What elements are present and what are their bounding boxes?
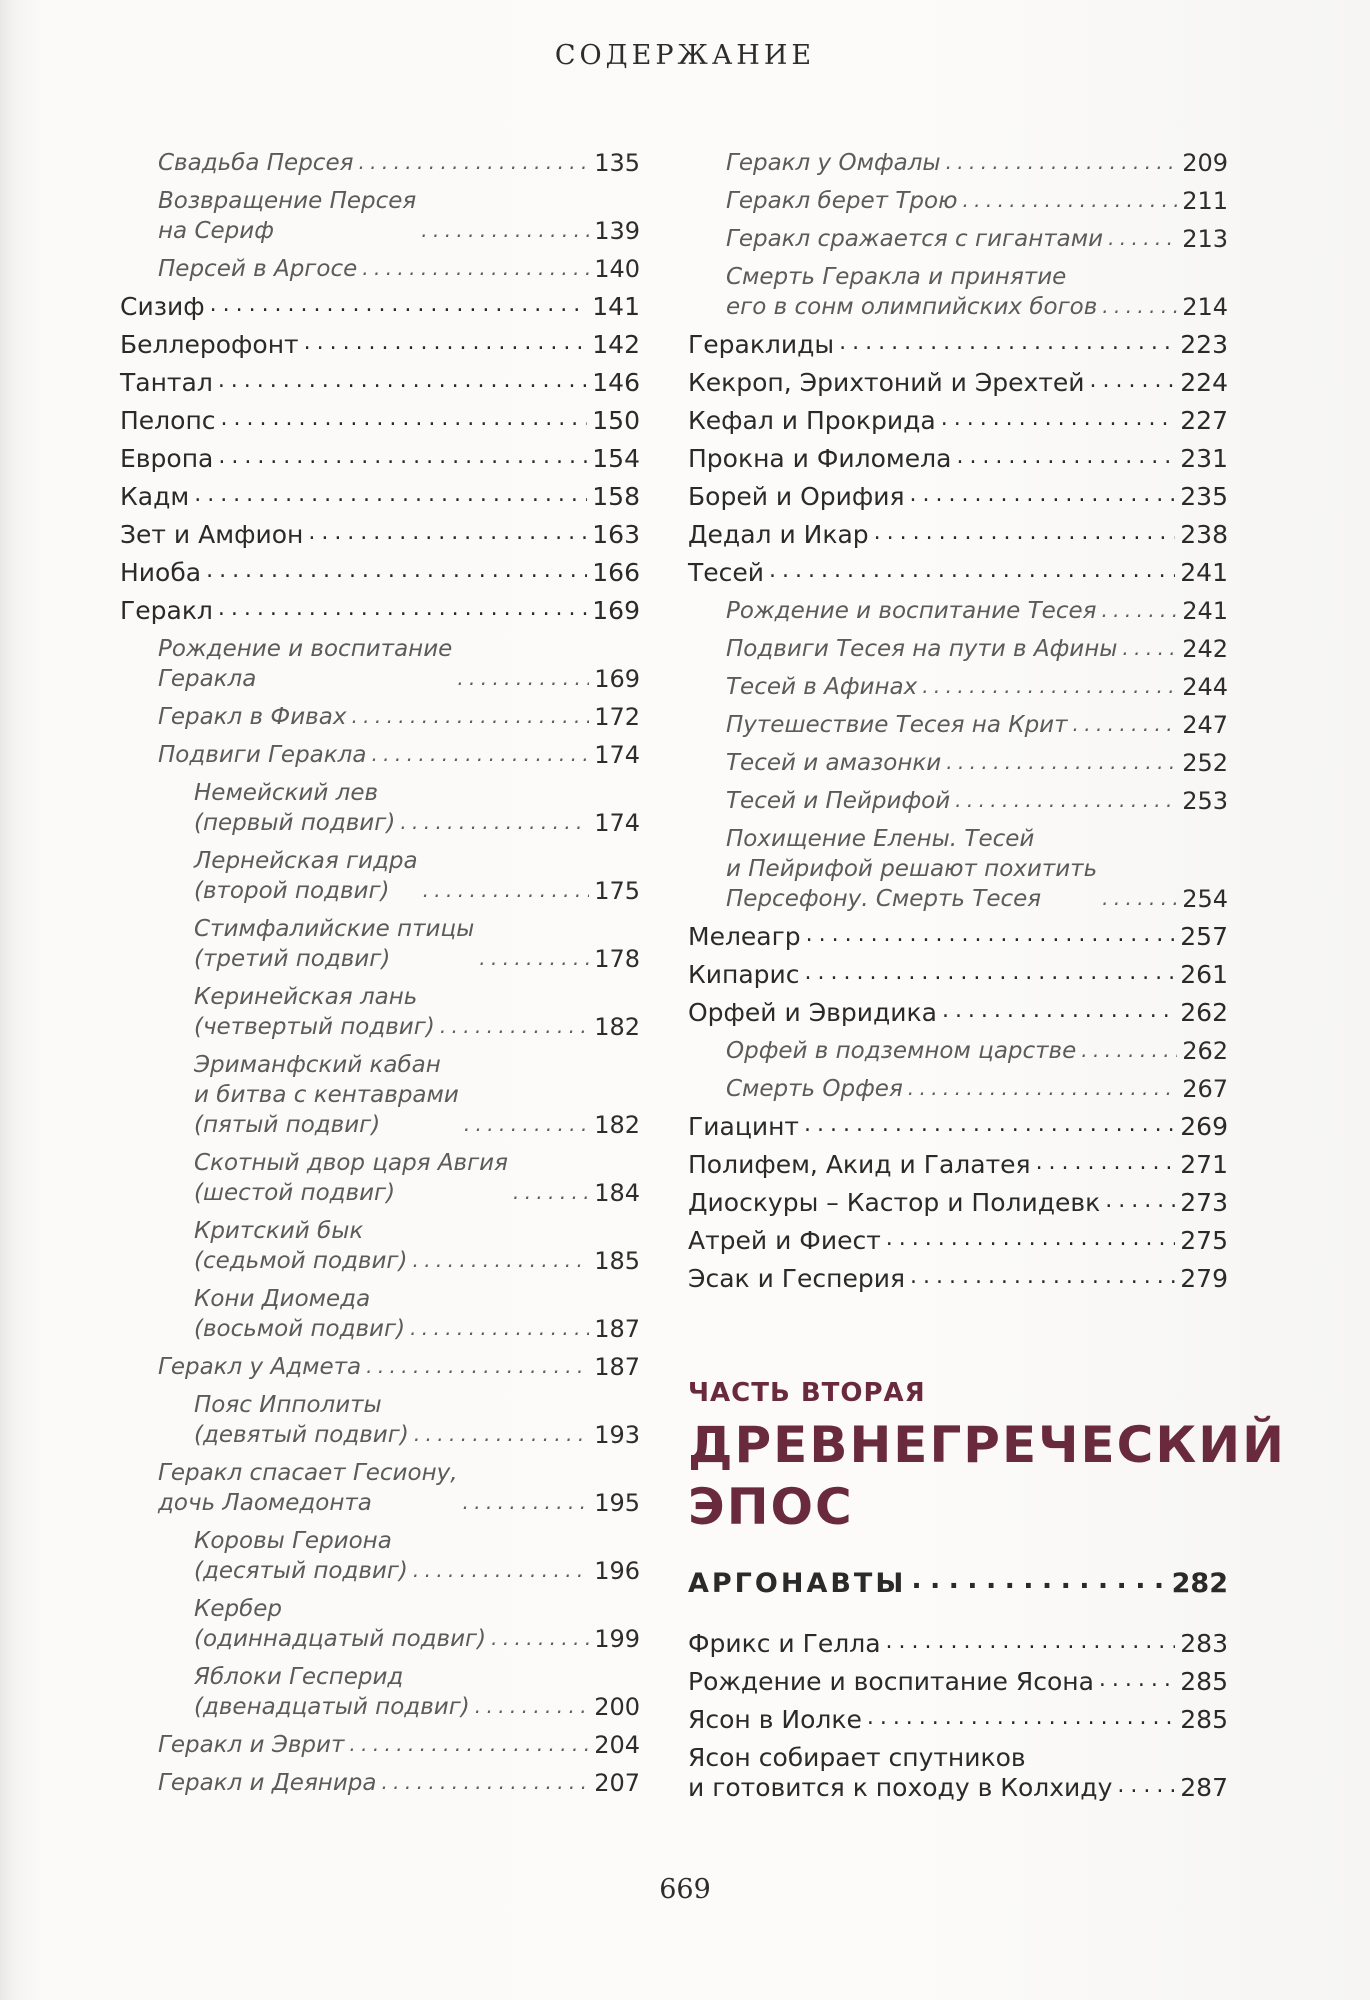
- toc-entry-page: 169: [592, 596, 640, 625]
- toc-entry-title: Коровы Гериона (десятый подвиг): [194, 1528, 408, 1584]
- toc-entry-page: 140: [594, 255, 640, 283]
- dot-leader: [1090, 370, 1176, 392]
- toc-entry-title: Геракл берет Трою: [726, 188, 958, 214]
- dot-leader: [806, 924, 1176, 946]
- toc-entry: [120, 1458, 640, 1518]
- toc-entry-page: 227: [1180, 406, 1228, 435]
- toc-entry-title: Рождение и воспитание Тесея: [726, 598, 1097, 624]
- toc-entry-title: Кербер (одиннадцатый подвиг): [194, 1596, 487, 1652]
- toc-entry-title: Эриманфский кабан и битва с кентаврами (пятый подвиг): [194, 1052, 459, 1138]
- toc-entry-title: Мелеагр: [688, 922, 801, 951]
- dot-leader: [400, 812, 589, 832]
- dot-leader: [358, 152, 589, 172]
- toc-entry-page: 200: [594, 1693, 640, 1721]
- toc-entry-page: 169: [594, 665, 640, 693]
- toc-entry: [120, 1662, 640, 1722]
- dot-leader: [1102, 296, 1177, 316]
- toc-entry-title: Ясон собирает спутников и готовится к походу в Колхиду: [688, 1743, 1113, 1802]
- dot-leader: [942, 1000, 1175, 1022]
- toc-entry: [688, 672, 1228, 702]
- toc-entry: [688, 1188, 1228, 1218]
- toc-entry-title: Гиацинт: [688, 1112, 799, 1141]
- toc-entry: [688, 520, 1228, 550]
- dot-leader: [463, 1492, 590, 1512]
- toc-right-column: [688, 148, 1228, 1302]
- toc-entry-title: Геракл и Деянира: [158, 1770, 377, 1796]
- dot-leader: [1036, 1152, 1176, 1174]
- toc-entry: [120, 368, 640, 398]
- toc-entry-title: Путешествие Тесея на Крит: [726, 712, 1068, 738]
- toc-entry: [688, 748, 1228, 778]
- toc-entry: [688, 1226, 1228, 1256]
- toc-entry-page: 231: [1180, 444, 1228, 473]
- toc-entry-title: Возвращение Персея на Сериф: [158, 188, 417, 244]
- toc-entry: [120, 186, 640, 246]
- dot-leader: [804, 1114, 1175, 1136]
- dot-leader: [218, 446, 587, 468]
- toc-entry: [688, 1264, 1228, 1294]
- toc-entry-page: 174: [594, 809, 640, 837]
- toc-entry-title: Кадм: [120, 482, 190, 511]
- toc-entry-page: 247: [1182, 711, 1228, 739]
- toc-entry-title: Ясон в Иолке: [688, 1705, 862, 1734]
- toc-entry-page: 223: [1180, 330, 1228, 359]
- toc-entry-title: Рождение и воспитание Геракла: [158, 636, 453, 692]
- toc-entry: [688, 1112, 1228, 1142]
- dot-leader: [421, 220, 589, 240]
- toc-entry: [120, 254, 640, 284]
- toc-entry: [688, 406, 1228, 436]
- dot-leader: [410, 1318, 589, 1338]
- toc-entry-page: 273: [1180, 1188, 1228, 1217]
- dot-leader: [221, 408, 588, 430]
- toc-entry-page: 146: [592, 368, 640, 397]
- toc-entry-page: 242: [1182, 635, 1228, 663]
- toc-entry: [120, 292, 640, 322]
- dot-leader: [1122, 638, 1177, 658]
- page-number: 669: [659, 1874, 711, 1905]
- toc-entry-page: 174: [594, 741, 640, 769]
- dot-leader: [206, 560, 587, 582]
- toc-entry: [120, 444, 640, 474]
- toc-entry-page: 187: [594, 1353, 640, 1381]
- toc-entry: [120, 1284, 640, 1344]
- toc-entry-title: Кони Диомеда (восьмой подвиг): [194, 1286, 406, 1342]
- toc-entry: [688, 1667, 1228, 1697]
- toc-entry-page: 282: [1171, 1568, 1228, 1599]
- dot-leader: [910, 484, 1176, 506]
- toc-entry-title: Атрей и Фиест: [688, 1226, 881, 1255]
- toc-entry-page: 214: [1182, 293, 1228, 321]
- toc-entry-page: 285: [1180, 1705, 1228, 1734]
- toc-entry-title: Борей и Орифия: [688, 482, 905, 511]
- toc-entry: [688, 960, 1228, 990]
- toc-entry-page: 235: [1180, 482, 1228, 511]
- toc-entry: [688, 1036, 1228, 1066]
- toc-entry-page: 185: [594, 1247, 640, 1275]
- toc-entry-page: 244: [1182, 673, 1228, 701]
- dot-leader: [886, 1631, 1176, 1653]
- toc-entry-page: 163: [592, 520, 640, 549]
- part-label: ЧАСТЬ ВТОРАЯ: [688, 1378, 926, 1408]
- toc-entry: [688, 330, 1228, 360]
- toc-entry: [688, 1629, 1228, 1659]
- toc-entry-page: 241: [1182, 597, 1228, 625]
- toc-entry-title: Критский бык (седьмой подвиг): [194, 1218, 408, 1274]
- toc-entry-title: Полифем, Акид и Галатея: [688, 1150, 1031, 1179]
- toc-entry: [688, 824, 1228, 914]
- toc-entry-title: Смерть Орфея: [726, 1076, 903, 1102]
- toc-entry-page: 135: [594, 149, 640, 177]
- toc-entry-title: Орфей и Эвридика: [688, 998, 937, 1027]
- toc-entry-title: Немейский лев (первый подвиг): [194, 780, 396, 836]
- toc-entry-title: Кипарис: [688, 960, 800, 989]
- toc-entry-title: Яблоки Гесперид (двенадцатый подвиг): [194, 1664, 470, 1720]
- page-header: СОДЕРЖАНИЕ: [554, 40, 816, 71]
- toc-entry: [688, 634, 1228, 664]
- toc-entry-title: Орфей в подземном царстве: [726, 1038, 1077, 1064]
- dot-leader: [956, 446, 1175, 468]
- toc-entry-title: Геракл и Эврит: [158, 1732, 345, 1758]
- toc-entry: [688, 998, 1228, 1028]
- dot-leader: [1081, 1040, 1177, 1060]
- toc-entry-page: 271: [1180, 1150, 1228, 1179]
- toc-entry: [120, 1390, 640, 1450]
- dot-leader: [1073, 714, 1178, 734]
- toc-entry-page: 141: [592, 292, 640, 321]
- dot-leader: [955, 790, 1177, 810]
- toc-entry: [688, 482, 1228, 512]
- toc-entry: [688, 368, 1228, 398]
- toc-entry: [120, 740, 640, 770]
- dot-leader: [479, 948, 589, 968]
- toc-entry-title: Кекроп, Эрихтоний и Эрехтей: [688, 368, 1085, 397]
- toc-entry-page: 154: [592, 444, 640, 473]
- dot-leader: [839, 332, 1175, 354]
- part-title: ДРЕВНЕГРЕЧЕСКИЙ ЭПОС: [688, 1416, 1286, 1536]
- toc-entry-page: 207: [594, 1769, 640, 1797]
- toc-entry-page: 253: [1182, 787, 1228, 815]
- dot-leader: [1101, 600, 1177, 620]
- dot-leader: [412, 1250, 589, 1270]
- toc-entry-title: Европа: [120, 444, 214, 473]
- toc-entry-title: АРГОНАВТЫ: [688, 1568, 907, 1599]
- toc-entry-page: 193: [594, 1421, 640, 1449]
- toc-entry: [120, 1730, 640, 1760]
- toc-entry: [688, 1743, 1228, 1803]
- dot-leader: [946, 152, 1178, 172]
- toc-entry-title: Стимфалийские птицы (третий подвиг): [194, 916, 475, 972]
- toc-entry-page: 287: [1180, 1773, 1228, 1802]
- toc-entry-title: Ниоба: [120, 558, 202, 587]
- dot-leader: [922, 676, 1177, 696]
- toc-entry-page: 172: [594, 703, 640, 731]
- toc-entry-page: 275: [1180, 1226, 1228, 1255]
- dot-leader: [381, 1772, 589, 1792]
- dot-leader: [464, 1114, 589, 1134]
- toc-entry: [120, 778, 640, 838]
- dot-leader: [366, 1356, 589, 1376]
- toc-entry-page: 224: [1180, 368, 1228, 397]
- toc-entry: [688, 596, 1228, 626]
- dot-leader: [941, 408, 1176, 430]
- dot-leader: [194, 484, 587, 506]
- toc-entry-title: Тесей и Пейрифой: [726, 788, 951, 814]
- toc-entry-title: Персей в Аргосе: [158, 256, 358, 282]
- toc-entry: [688, 558, 1228, 588]
- toc-entry-title: Геракл сражается с гигантами: [726, 226, 1104, 252]
- toc-entry: [688, 710, 1228, 740]
- toc-entry-title: Тесей в Афинах: [726, 674, 918, 700]
- toc-entry-title: Геракл у Омфалы: [726, 150, 941, 176]
- toc-entry-title: Скотный двор царя Авгия (шестой подвиг): [194, 1150, 508, 1206]
- toc-entry: [688, 262, 1228, 322]
- dot-leader: [946, 752, 1177, 772]
- toc-entry-title: Керинейская лань (четвертый подвиг): [194, 984, 435, 1040]
- toc-entry: [120, 406, 640, 436]
- toc-entry: [120, 1216, 640, 1276]
- toc-entry: [688, 786, 1228, 816]
- toc-entry-title: Смерть Геракла и принятие его в сонм олимпийских богов: [726, 264, 1098, 320]
- toc-entry-page: 195: [594, 1489, 640, 1517]
- dot-leader: [210, 294, 588, 316]
- toc-entry-page: 262: [1182, 1037, 1228, 1065]
- dot-leader: [908, 1078, 1177, 1098]
- toc-entry-page: 252: [1182, 749, 1228, 777]
- toc-entry: [120, 520, 640, 550]
- toc-part-two-entries: [688, 1566, 1228, 1811]
- toc-entry: [120, 1594, 640, 1654]
- toc-entry-title: Свадьба Персея: [158, 150, 354, 176]
- dot-leader: [910, 1266, 1175, 1288]
- toc-entry-page: 267: [1182, 1075, 1228, 1103]
- toc-entry-page: 213: [1182, 225, 1228, 253]
- toc-entry-page: 257: [1180, 922, 1228, 951]
- dot-leader: [513, 1182, 589, 1202]
- dot-leader: [1105, 1190, 1175, 1212]
- toc-entry-title: Кефал и Прокрида: [688, 406, 936, 435]
- toc-entry: [688, 1074, 1228, 1104]
- toc-entry-page: 211: [1182, 187, 1228, 215]
- toc-entry-title: Диоскуры – Кастор и Полидевк: [688, 1188, 1101, 1217]
- toc-entry-page: 254: [1182, 885, 1228, 913]
- toc-entry: [688, 1705, 1228, 1735]
- toc-entry-title: Геракл спасает Гесиону, дочь Лаомедонта: [158, 1460, 458, 1516]
- dot-leader: [423, 880, 590, 900]
- toc-entry-page: 283: [1180, 1629, 1228, 1658]
- toc-entry-title: Пелопс: [120, 406, 216, 435]
- toc-entry-title: Геракл у Адмета: [158, 1354, 362, 1380]
- toc-entry: [688, 186, 1228, 216]
- toc-entry-title: Дедал и Икар: [688, 520, 869, 549]
- toc-entry: [688, 1150, 1228, 1180]
- toc-entry-title: Сизиф: [120, 292, 205, 321]
- toc-entry-page: 142: [592, 330, 640, 359]
- toc-entry: [120, 846, 640, 906]
- dot-leader: [805, 962, 1176, 984]
- dot-leader: [491, 1628, 589, 1648]
- toc-entry-page: 238: [1180, 520, 1228, 549]
- toc-entry: [120, 914, 640, 974]
- toc-entry-title: Геракл в Фивах: [158, 704, 347, 730]
- dot-leader: [413, 1560, 589, 1580]
- toc-entry: [120, 482, 640, 512]
- toc-entry: [688, 444, 1228, 474]
- toc-entry-page: 285: [1180, 1667, 1228, 1696]
- dot-leader: [218, 370, 587, 392]
- toc-entry-title: Рождение и воспитание Ясона: [688, 1667, 1094, 1696]
- toc-entry-page: 279: [1180, 1264, 1228, 1293]
- dot-leader: [1117, 1775, 1175, 1797]
- toc-entry-page: 158: [592, 482, 640, 511]
- toc-entry-title: Подвиги Геракла: [158, 742, 367, 768]
- dot-leader: [1099, 1669, 1175, 1691]
- dot-leader: [886, 1228, 1176, 1250]
- dot-leader: [304, 332, 588, 354]
- dot-leader: [911, 1566, 1166, 1593]
- toc-entry: [120, 1768, 640, 1798]
- dot-leader: [1108, 228, 1177, 248]
- toc-entry-title: Фрикс и Гелла: [688, 1629, 881, 1658]
- toc-entry: [120, 558, 640, 588]
- toc-entry-title: Пояс Ипполиты (девятый подвиг): [194, 1392, 409, 1448]
- toc-entry-page: 178: [594, 945, 640, 973]
- dot-leader: [362, 258, 589, 278]
- toc-entry-title: Лернейская гидра (второй подвиг): [194, 848, 418, 904]
- toc-entry-title: Эсак и Гесперия: [688, 1264, 906, 1293]
- toc-entry: [120, 702, 640, 732]
- dot-leader: [308, 522, 587, 544]
- toc-entry: [120, 1526, 640, 1586]
- toc-entry-page: 261: [1180, 960, 1228, 989]
- dot-leader: [218, 598, 587, 620]
- toc-entry: [120, 330, 640, 360]
- dot-leader: [874, 522, 1176, 544]
- toc-entry-page: 150: [592, 406, 640, 435]
- toc-entry-page: 262: [1180, 998, 1228, 1027]
- toc-entry-page: 175: [594, 877, 640, 905]
- toc-entry-page: 209: [1182, 149, 1228, 177]
- dot-leader: [351, 706, 589, 726]
- toc-entry-page: 166: [592, 558, 640, 587]
- dot-leader: [962, 190, 1177, 210]
- toc-entry: [120, 148, 640, 178]
- toc-entry: [688, 148, 1228, 178]
- dot-leader: [1102, 888, 1177, 908]
- dot-leader: [349, 1734, 589, 1754]
- toc-entry: [120, 634, 640, 694]
- toc-entry-title: Прокна и Филомела: [688, 444, 952, 473]
- toc-entry-title: Беллерофонт: [120, 330, 299, 359]
- toc-entry-title: Геракл: [120, 596, 213, 625]
- dot-leader: [371, 744, 589, 764]
- toc-entry-page: 184: [594, 1179, 640, 1207]
- toc-entry-page: 182: [594, 1111, 640, 1139]
- toc-entry-title: Похищение Елены. Тесей и Пейрифой решают похитить Персефону. Смерть Тесея: [726, 826, 1098, 912]
- toc-entry: [120, 1050, 640, 1140]
- toc-entry: [688, 1566, 1228, 1599]
- toc-entry-title: Тантал: [120, 368, 213, 397]
- dot-leader: [457, 668, 589, 688]
- toc-left-column: [120, 148, 640, 1806]
- toc-entry-page: 199: [594, 1625, 640, 1653]
- toc-entry-title: Зет и Амфион: [120, 520, 304, 549]
- toc-entry-page: 182: [594, 1013, 640, 1041]
- toc-entry: [120, 1148, 640, 1208]
- toc-entry: [688, 224, 1228, 254]
- toc-entry: [120, 596, 640, 626]
- dot-leader: [769, 560, 1175, 582]
- toc-entry-title: Подвиги Тесея на пути в Афины: [726, 636, 1118, 662]
- toc-entry-title: Тесей: [688, 558, 765, 587]
- toc-entry: [120, 982, 640, 1042]
- toc-entry-page: 187: [594, 1315, 640, 1343]
- toc-entry-title: Гераклиды: [688, 330, 835, 359]
- dot-leader: [867, 1707, 1175, 1729]
- toc-entry: [688, 922, 1228, 952]
- dot-leader: [475, 1696, 589, 1716]
- dot-leader: [414, 1424, 589, 1444]
- toc-entry-page: 204: [594, 1731, 640, 1759]
- toc-entry-page: 196: [594, 1557, 640, 1585]
- dot-leader: [440, 1016, 589, 1036]
- toc-entry-page: 269: [1180, 1112, 1228, 1141]
- toc-entry-title: Тесей и амазонки: [726, 750, 942, 776]
- toc-entry-page: 241: [1180, 558, 1228, 587]
- toc-entry: [120, 1352, 640, 1382]
- toc-entry-page: 139: [594, 217, 640, 245]
